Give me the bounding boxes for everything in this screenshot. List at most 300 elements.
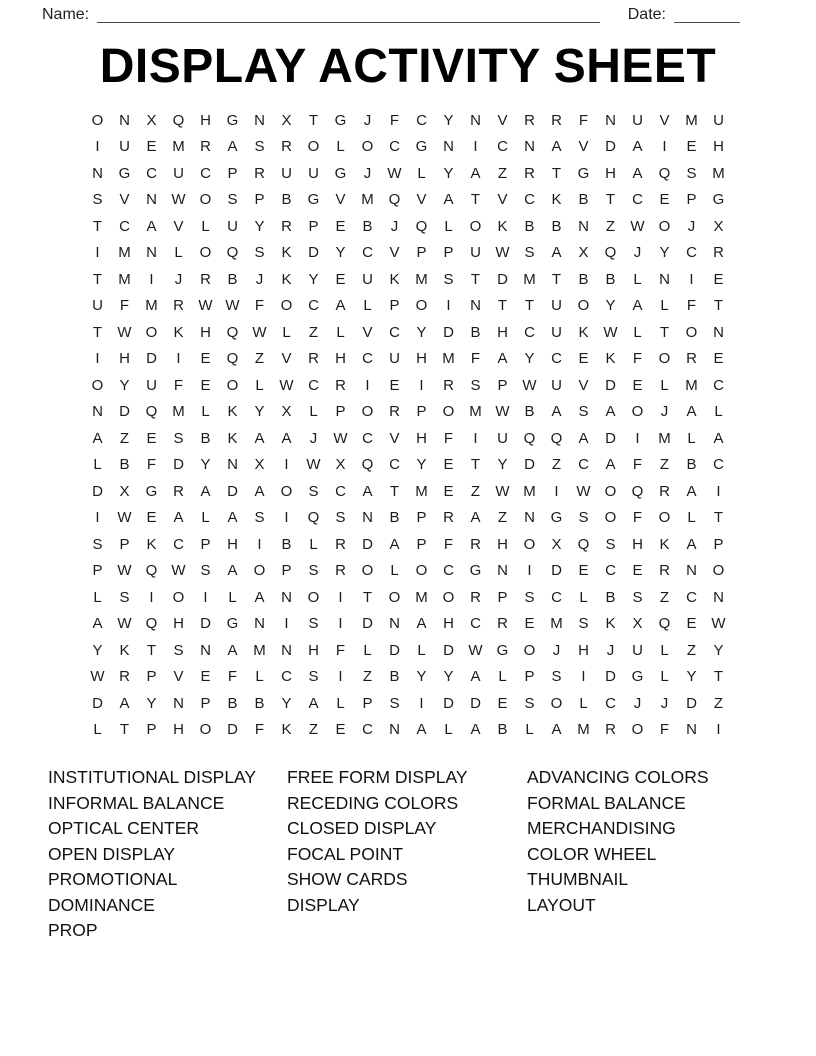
grid-letter: D	[443, 323, 454, 341]
grid-letter: C	[551, 350, 562, 368]
grid-letter: A	[632, 164, 643, 182]
grid-letter: U	[308, 164, 319, 182]
grid-letter: N	[92, 164, 103, 182]
grid-letter: C	[362, 721, 373, 739]
grid-letter: U	[173, 164, 184, 182]
grid-letter: H	[173, 721, 184, 739]
grid-letter: Q	[631, 482, 644, 500]
grid-letter: H	[416, 350, 427, 368]
grid-letter: E	[146, 138, 157, 156]
grid-letter: E	[335, 270, 346, 288]
word-list-item: FORMAL BALANCE	[527, 792, 686, 813]
word-list-item: LAYOUT	[527, 894, 596, 915]
grid-letter: L	[579, 588, 588, 606]
grid-letter: C	[119, 217, 130, 235]
grid-letter: Z	[470, 482, 481, 500]
grid-letter: W	[387, 164, 402, 182]
grid-letter: G	[226, 615, 239, 633]
grid-letter: M	[172, 403, 185, 421]
grid-letter: T	[551, 164, 562, 182]
grid-letter: I	[689, 270, 694, 288]
grid-letter: B	[470, 323, 481, 341]
grid-letter: P	[713, 535, 724, 553]
grid-letter: A	[470, 721, 481, 739]
grid-letter: K	[146, 535, 157, 553]
grid-letter: X	[632, 615, 643, 633]
grid-letter: R	[335, 376, 346, 394]
grid-letter: T	[659, 323, 670, 341]
grid-letter: I	[203, 588, 208, 606]
grid-letter: A	[497, 350, 508, 368]
grid-letter: W	[495, 482, 510, 500]
grid-letter: H	[443, 615, 454, 633]
grid-letter: P	[200, 694, 211, 712]
grid-letter: I	[338, 588, 343, 606]
grid-letter: S	[578, 615, 589, 633]
grid-letter: W	[495, 244, 510, 262]
grid-letter: V	[578, 138, 589, 156]
grid-letter: S	[443, 270, 454, 288]
grid-letter: Q	[658, 164, 671, 182]
grid-letter: K	[119, 641, 130, 659]
grid-letter: N	[659, 270, 670, 288]
grid-letter: O	[550, 694, 563, 712]
grid-letter: U	[389, 350, 400, 368]
grid-letter: N	[470, 297, 481, 315]
grid-letter: S	[605, 535, 616, 553]
word-list-item: SHOW CARDS	[287, 869, 408, 889]
grid-letter: L	[93, 721, 102, 739]
grid-letter: N	[362, 509, 373, 527]
grid-letter: E	[443, 456, 454, 474]
grid-letter: L	[687, 429, 696, 447]
grid-letter: K	[497, 217, 508, 235]
grid-letter: K	[281, 270, 292, 288]
grid-letter: H	[227, 535, 238, 553]
grid-letter: T	[524, 297, 535, 315]
grid-letter: W	[522, 376, 537, 394]
grid-letter: L	[714, 403, 723, 421]
grid-letter: Y	[443, 111, 454, 129]
header	[0, 0, 816, 24]
grid-letter: A	[200, 482, 211, 500]
grid-letter: M	[658, 429, 671, 447]
grid-letter: S	[308, 482, 319, 500]
grid-letter: O	[307, 138, 320, 156]
grid-letter: R	[389, 403, 400, 421]
grid-letter: G	[226, 111, 239, 129]
grid-letter: U	[281, 164, 292, 182]
grid-letter: I	[95, 350, 100, 368]
grid-letter: D	[92, 694, 103, 712]
grid-letter: T	[713, 509, 724, 527]
grid-letter: N	[146, 244, 157, 262]
grid-letter: C	[281, 668, 292, 686]
grid-letter: E	[389, 376, 400, 394]
grid-letter: O	[631, 721, 644, 739]
grid-letter: E	[335, 217, 346, 235]
grid-letter: C	[308, 297, 319, 315]
grid-letter: Q	[550, 429, 563, 447]
grid-letter: L	[336, 323, 345, 341]
grid-letter: I	[419, 694, 424, 712]
grid-letter: B	[605, 270, 616, 288]
grid-letter: Y	[443, 668, 454, 686]
grid-letter: A	[308, 694, 319, 712]
grid-letter: B	[551, 217, 562, 235]
grid-letter: A	[416, 721, 427, 739]
word-list-item: THUMBNAIL	[527, 869, 629, 889]
grid-letter: D	[605, 376, 616, 394]
grid-letter: R	[497, 615, 508, 633]
grid-letter: B	[524, 217, 535, 235]
grid-letter: I	[338, 668, 343, 686]
grid-letter: S	[524, 244, 535, 262]
grid-letter: K	[659, 535, 670, 553]
grid-letter: A	[578, 429, 589, 447]
grid-letter: R	[254, 164, 265, 182]
grid-letter: O	[388, 588, 401, 606]
grid-letter: K	[578, 323, 589, 341]
grid-letter: C	[200, 164, 211, 182]
grid-letter: I	[527, 562, 532, 580]
grid-letter: V	[497, 191, 508, 209]
grid-letter: E	[200, 376, 211, 394]
grid-letter: F	[686, 297, 697, 315]
grid-letter: B	[497, 721, 508, 739]
grid-letter: K	[389, 270, 400, 288]
grid-letter: A	[605, 403, 616, 421]
grid-letter: M	[415, 270, 428, 288]
grid-letter: S	[632, 588, 643, 606]
grid-letter: X	[578, 244, 589, 262]
grid-letter: R	[173, 297, 184, 315]
grid-letter: B	[281, 535, 292, 553]
grid-letter: U	[92, 297, 103, 315]
grid-letter: C	[524, 191, 535, 209]
grid-letter: F	[443, 535, 454, 553]
grid-letter: P	[497, 588, 508, 606]
grid-letter: M	[361, 191, 374, 209]
grid-letter: F	[470, 350, 481, 368]
grid-letter: S	[578, 509, 589, 527]
grid-letter: R	[173, 482, 184, 500]
grid-letter: P	[416, 509, 427, 527]
grid-letter: L	[633, 323, 642, 341]
grid-letter: H	[713, 138, 724, 156]
grid-letter: N	[524, 509, 535, 527]
grid-letter: N	[713, 323, 724, 341]
grid-letter: I	[662, 138, 667, 156]
grid-letter: Y	[524, 350, 535, 368]
grid-letter: M	[523, 482, 536, 500]
grid-letter: V	[119, 191, 130, 209]
grid-letter: Q	[226, 350, 239, 368]
grid-letter: L	[255, 668, 264, 686]
grid-letter: P	[686, 191, 697, 209]
grid-letter: U	[632, 641, 643, 659]
grid-letter: M	[685, 111, 698, 129]
grid-letter: L	[417, 164, 426, 182]
grid-letter: W	[117, 323, 132, 341]
grid-letter: P	[146, 668, 157, 686]
grid-letter: N	[578, 217, 589, 235]
grid-letter: W	[576, 482, 591, 500]
grid-letter: O	[415, 297, 428, 315]
grid-letter: H	[632, 535, 643, 553]
grid-letter: L	[174, 244, 183, 262]
grid-letter: O	[199, 244, 212, 262]
word-list-item: ADVANCING COLORS	[527, 767, 709, 787]
grid-letter: Q	[658, 615, 671, 633]
grid-letter: F	[389, 111, 400, 129]
grid-letter: D	[362, 535, 373, 553]
grid-letter: M	[415, 482, 428, 500]
grid-letter: A	[470, 164, 481, 182]
grid-letter: C	[605, 562, 616, 580]
grid-letter: C	[713, 456, 724, 474]
grid-letter: U	[551, 323, 562, 341]
grid-letter: N	[497, 562, 508, 580]
grid-letter: Y	[119, 376, 130, 394]
grid-letter: I	[257, 535, 262, 553]
grid-letter: Z	[659, 456, 670, 474]
word-list-column-1	[48, 765, 287, 944]
grid-letter: R	[119, 668, 130, 686]
grid-letter: W	[495, 403, 510, 421]
grid-letter: E	[713, 350, 724, 368]
grid-letter: R	[281, 138, 292, 156]
grid-letter: W	[90, 668, 105, 686]
grid-letter: S	[92, 191, 103, 209]
word-list-item: FOCAL POINT	[287, 843, 404, 864]
grid-letter: A	[605, 456, 616, 474]
grid-letter: L	[201, 217, 210, 235]
grid-letter: N	[146, 191, 157, 209]
date-label: Date:	[627, 6, 666, 23]
grid-letter: D	[173, 456, 184, 474]
grid-letter: X	[119, 482, 130, 500]
grid-letter: R	[659, 562, 670, 580]
grid-letter: Q	[307, 509, 320, 527]
grid-letter: K	[227, 403, 238, 421]
grid-letter: O	[91, 376, 104, 394]
grid-letter: F	[659, 721, 670, 739]
grid-letter: F	[443, 429, 454, 447]
grid-letter: W	[225, 297, 240, 315]
grid-letter: I	[284, 509, 289, 527]
grid-letter: H	[200, 111, 211, 129]
grid-letter: W	[171, 562, 186, 580]
grid-letter: A	[227, 138, 238, 156]
grid-letter: W	[171, 191, 186, 209]
grid-letter: R	[524, 164, 535, 182]
grid-letter: T	[713, 668, 724, 686]
grid-letter: T	[713, 297, 724, 315]
word-list-item: OPEN DISPLAY	[48, 843, 176, 864]
grid-letter: L	[336, 694, 345, 712]
grid-letter: R	[200, 270, 211, 288]
grid-letter: A	[254, 588, 265, 606]
word-list-item: INSTITUTIONAL DISPLAY	[48, 767, 257, 787]
grid-letter: T	[92, 217, 103, 235]
grid-letter: E	[632, 562, 643, 580]
grid-letter: P	[362, 694, 373, 712]
word-search-grid	[84, 107, 732, 743]
grid-letter: P	[254, 191, 265, 209]
grid-letter: Y	[146, 694, 157, 712]
grid-letter: D	[470, 694, 481, 712]
grid-letter: N	[254, 111, 265, 129]
grid-letter: G	[415, 138, 428, 156]
grid-letter: V	[173, 217, 184, 235]
grid-letter: A	[119, 694, 130, 712]
grid-letter: P	[281, 562, 292, 580]
grid-letter: V	[389, 429, 400, 447]
grid-letter: Q	[523, 429, 536, 447]
grid-letter: L	[309, 403, 318, 421]
grid-letter: Y	[416, 456, 427, 474]
grid-letter: O	[199, 191, 212, 209]
grid-letter: X	[146, 111, 157, 129]
grid-letter: Y	[200, 456, 211, 474]
grid-letter: L	[687, 509, 696, 527]
grid-letter: A	[92, 429, 103, 447]
grid-letter: F	[146, 456, 157, 474]
grid-letter: Y	[254, 217, 265, 235]
word-list-item: DOMINANCE	[48, 894, 155, 915]
grid-letter: Z	[497, 509, 508, 527]
grid-letter: H	[416, 429, 427, 447]
grid-letter: I	[149, 270, 154, 288]
grid-letter: U	[551, 376, 562, 394]
grid-letter: A	[551, 403, 562, 421]
grid-letter: C	[632, 191, 643, 209]
grid-letter: E	[200, 668, 211, 686]
grid-letter: Y	[713, 641, 724, 659]
grid-letter: G	[712, 191, 725, 209]
word-list-item: COLOR WHEEL	[527, 843, 657, 864]
grid-letter: R	[335, 535, 346, 553]
grid-letter: W	[117, 562, 132, 580]
grid-letter: J	[633, 244, 642, 262]
grid-letter: Y	[416, 323, 427, 341]
grid-letter: P	[200, 535, 211, 553]
grid-letter: F	[227, 668, 238, 686]
grid-letter: S	[524, 588, 535, 606]
grid-letter: R	[659, 482, 670, 500]
grid-letter: A	[254, 482, 265, 500]
grid-letter: D	[551, 562, 562, 580]
grid-letter: L	[579, 694, 588, 712]
grid-letter: O	[523, 641, 536, 659]
grid-letter: Q	[415, 217, 428, 235]
grid-letter: M	[172, 138, 185, 156]
grid-letter: Q	[145, 562, 158, 580]
grid-letter: A	[686, 535, 697, 553]
grid-letter: L	[660, 668, 669, 686]
grid-letter: S	[524, 694, 535, 712]
grid-letter: L	[255, 376, 264, 394]
grid-letter: N	[227, 456, 238, 474]
grid-letter: D	[443, 694, 454, 712]
grid-letter: D	[92, 482, 103, 500]
grid-letter: C	[146, 164, 157, 182]
grid-letter: E	[713, 270, 724, 288]
grid-letter: A	[551, 721, 562, 739]
grid-letter: L	[444, 217, 453, 235]
grid-letter: A	[281, 429, 292, 447]
grid-letter: T	[92, 323, 103, 341]
word-list-item: OPTICAL CENTER	[48, 818, 200, 838]
grid-letter: N	[605, 111, 616, 129]
grid-letter: C	[713, 376, 724, 394]
grid-letter: E	[524, 615, 535, 633]
grid-letter: H	[578, 641, 589, 659]
grid-letter: D	[200, 615, 211, 633]
grid-letter: Q	[172, 111, 185, 129]
grid-letter: I	[176, 350, 181, 368]
grid-letter: M	[685, 376, 698, 394]
grid-letter: I	[95, 244, 100, 262]
grid-letter: N	[389, 615, 400, 633]
grid-letter: Z	[308, 721, 319, 739]
grid-letter: T	[92, 270, 103, 288]
grid-letter: U	[497, 429, 508, 447]
grid-letter: I	[473, 429, 478, 447]
grid-letter: L	[93, 588, 102, 606]
grid-letter: S	[227, 191, 238, 209]
grid-letter: X	[281, 403, 292, 421]
grid-letter: H	[119, 350, 130, 368]
grid-letter: U	[362, 270, 373, 288]
word-list-item: PROMOTIONAL	[48, 869, 178, 889]
grid-letter: Q	[577, 535, 590, 553]
grid-letter: I	[419, 376, 424, 394]
grid-letter: B	[686, 456, 697, 474]
grid-letter: I	[149, 588, 154, 606]
grid-letter: S	[254, 138, 265, 156]
word-list-column-3	[527, 765, 816, 944]
grid-letter: P	[416, 403, 427, 421]
grid-letter: H	[200, 323, 211, 341]
grid-letter: L	[309, 535, 318, 553]
grid-letter: O	[172, 588, 185, 606]
grid-letter: N	[470, 111, 481, 129]
grid-letter: A	[632, 297, 643, 315]
grid-letter: O	[280, 297, 293, 315]
grid-letter: O	[604, 482, 617, 500]
grid-letter: R	[605, 721, 616, 739]
grid-letter: F	[632, 456, 643, 474]
grid-letter: O	[523, 535, 536, 553]
grid-letter: Q	[361, 456, 374, 474]
grid-letter: C	[497, 138, 508, 156]
grid-letter: I	[554, 482, 559, 500]
grid-letter: L	[633, 270, 642, 288]
grid-letter: W	[333, 429, 348, 447]
grid-letter: I	[95, 509, 100, 527]
grid-letter: T	[119, 721, 130, 739]
grid-letter: M	[523, 270, 536, 288]
grid-letter: P	[146, 721, 157, 739]
grid-letter: L	[417, 641, 426, 659]
grid-letter: H	[605, 164, 616, 182]
grid-letter: T	[470, 191, 481, 209]
grid-letter: S	[200, 562, 211, 580]
grid-letter: I	[635, 429, 640, 447]
grid-letter: B	[200, 429, 211, 447]
